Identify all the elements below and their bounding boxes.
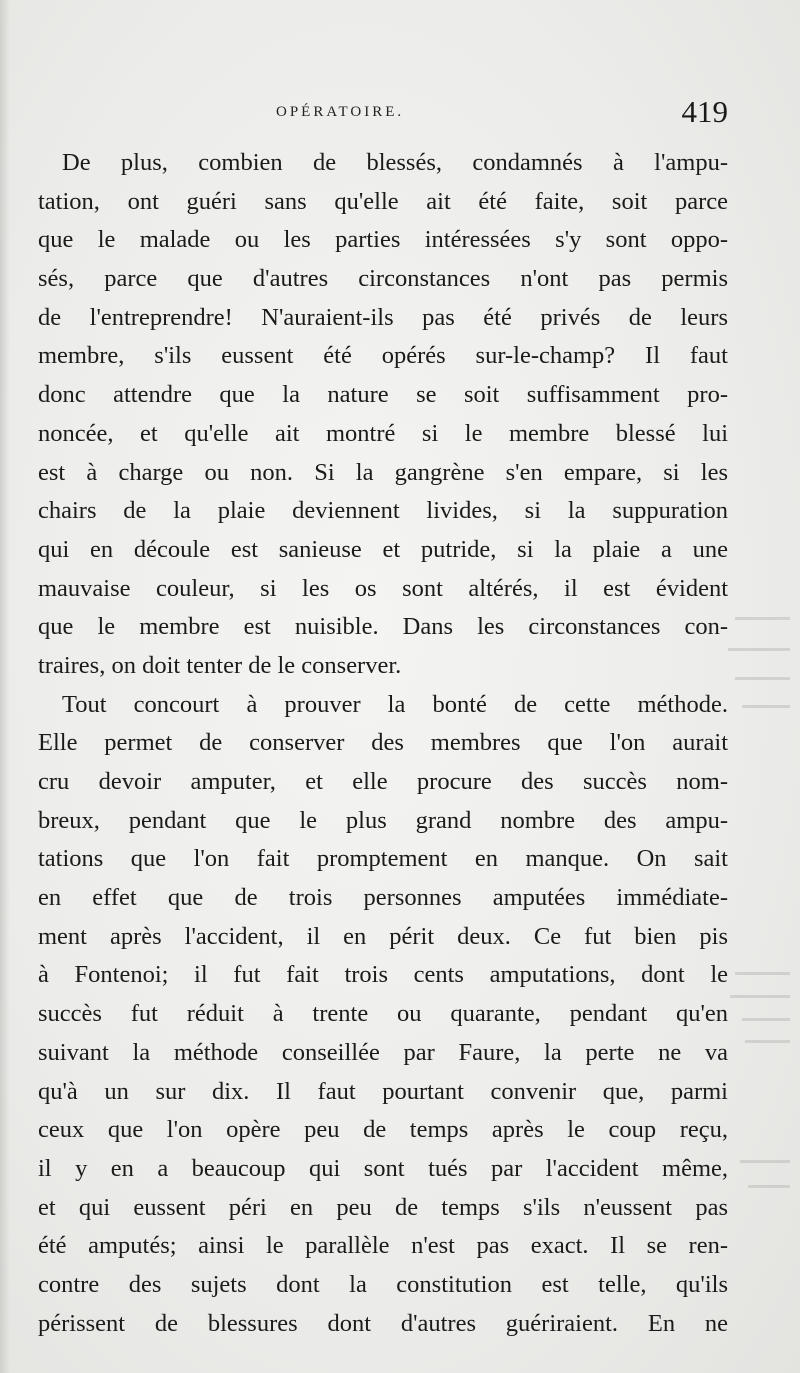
text-line: donc attendre que la nature se soit suffisamment pro- (38, 381, 728, 409)
text-line: breux, pendant que le plus grand nombre des ampu- (38, 806, 728, 834)
text-line: Tout concourt à prouver la bonté de cette méthode. (62, 690, 728, 718)
page-edge-shadow (0, 0, 10, 1373)
text-line: membre, s'ils eussent été opérés sur-le-champ? Il faut (38, 342, 728, 370)
text-line: contre des sujets dont la constitution est telle, qu'ils (38, 1270, 728, 1298)
running-head: OPÉRATOIRE. (276, 104, 405, 120)
text-line: qui en découle est sanieuse et putride, si la plaie a une (38, 535, 728, 563)
text-line: en effet que de trois personnes amputées immédiate- (38, 884, 728, 912)
text-line: périssent de blessures dont d'autres guériraient. En ne (38, 1309, 728, 1337)
body-text (38, 144, 728, 1343)
text-line: il y en a beaucoup qui sont tués par l'accident même, (38, 1154, 728, 1182)
text-line: à Fontenoi; il fut fait trois cents amputations, dont le (38, 961, 728, 989)
text-line: ment après l'accident, il en périt deux. Ce fut bien pis (38, 922, 728, 950)
text-line: sés, parce que d'autres circonstances n'ont pas permis (38, 265, 728, 293)
text-line: succès fut réduit à trente ou quarante, pendant qu'en (38, 1000, 728, 1028)
text-line: et qui eussent péri en peu de temps s'ils n'eussent pas (38, 1193, 728, 1221)
text-line: tation, ont guéri sans qu'elle ait été faite, soit parce (38, 187, 728, 215)
page-number: 419 (681, 94, 728, 129)
text-line: De plus, combien de blessés, condamnés à l'ampu- (62, 149, 728, 176)
page-header (40, 94, 730, 138)
text-line: traires, on doit tenter de le conserver. (38, 651, 402, 679)
text-line: Elle permet de conserver des membres que l'on aurait (38, 729, 728, 757)
text-line: que le malade ou les parties intéressées s'y sont oppo- (38, 226, 728, 254)
text-line: cru devoir amputer, et elle procure des succès nom- (38, 768, 728, 795)
text-line: suivant la méthode conseillée par Faure, la perte ne va (38, 1038, 728, 1066)
text-line: ceux que l'on opère peu de temps après le coup reçu, (38, 1116, 728, 1144)
text-line: noncée, et qu'elle ait montré si le membre blessé lui (38, 419, 728, 447)
text-line: été amputés; ainsi le parallèle n'est pas exact. Il se ren- (38, 1232, 728, 1260)
text-line: que le membre est nuisible. Dans les circonstances con- (38, 613, 728, 641)
text-line: est à charge ou non. Si la gangrène s'en empare, si les (38, 458, 728, 486)
text-line: tations que l'on fait promptement en manque. On sait (38, 845, 728, 873)
text-line: de l'entreprendre! N'auraient-ils pas été privés de leurs (38, 303, 728, 331)
text-line: mauvaise couleur, si les os sont altérés, il est évident (38, 574, 728, 602)
text-line: chairs de la plaie deviennent livides, si la suppuration (38, 497, 728, 525)
text-line: qu'à un sur dix. Il faut pourtant convenir que, parmi (38, 1077, 728, 1105)
